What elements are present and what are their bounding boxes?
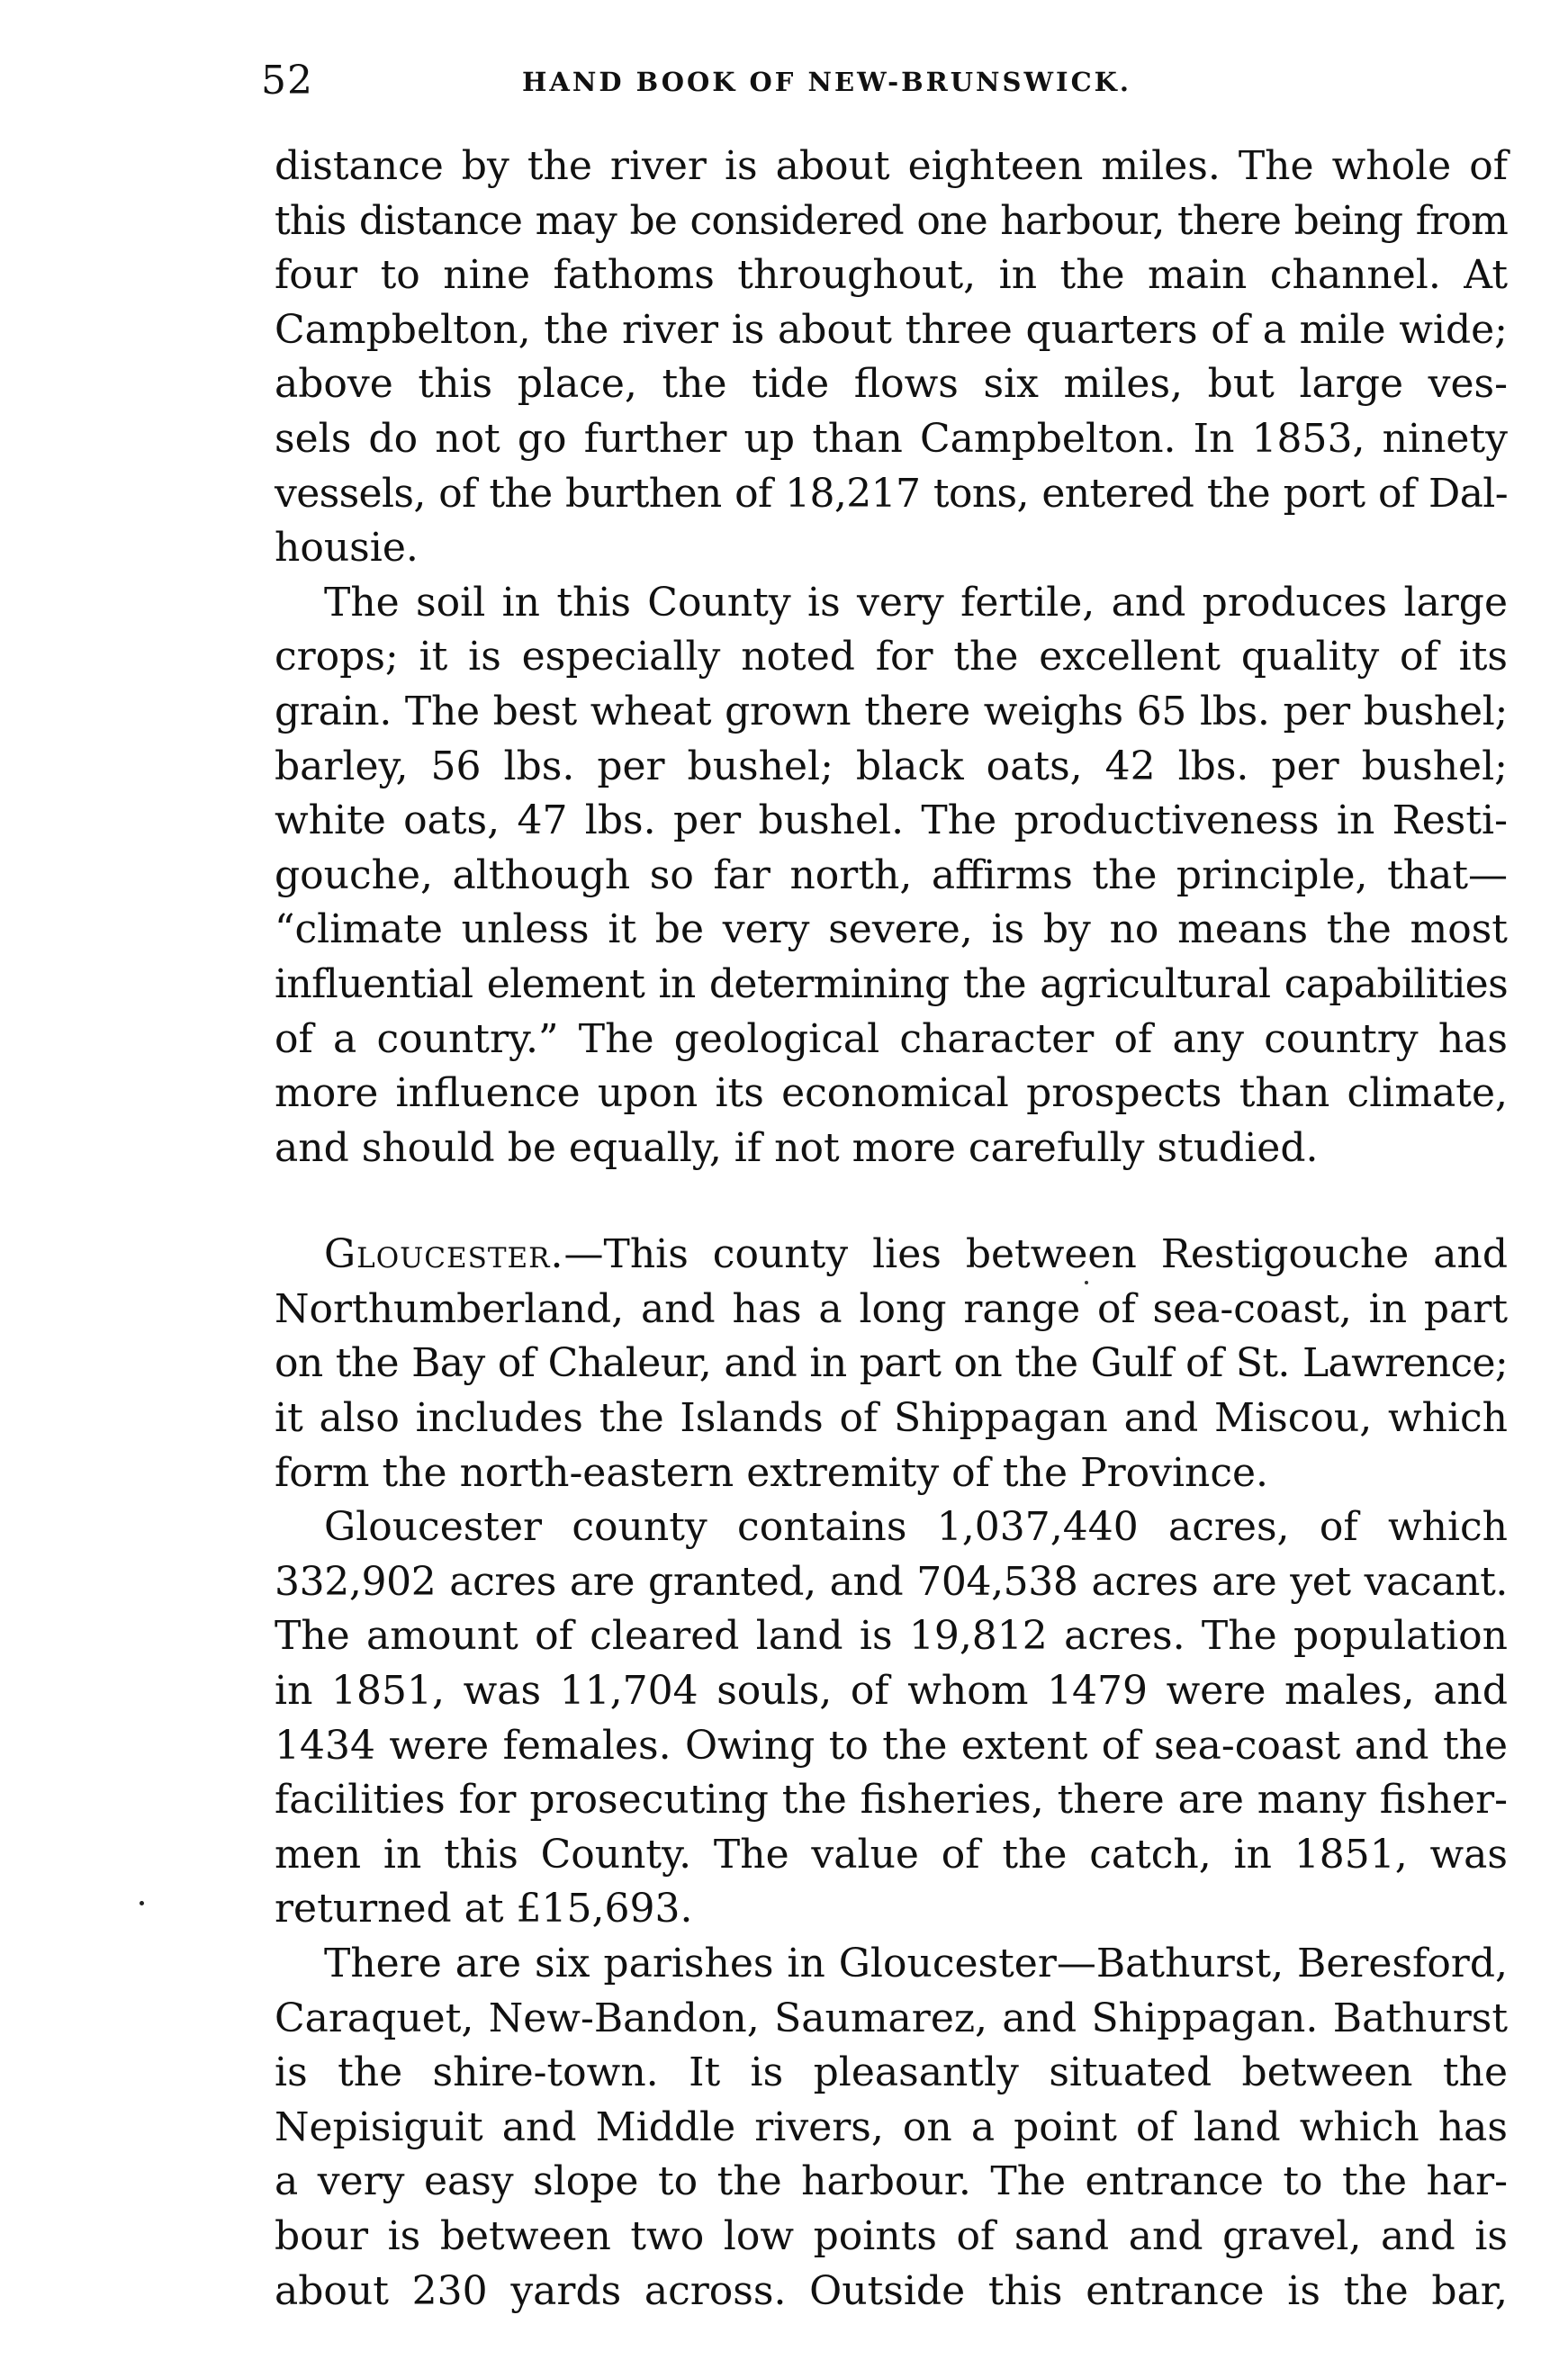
- text-line: gouche, although so far north, affirms the principle, that—: [275, 851, 1508, 898]
- text-line: The soil in this County is very fertile, and produces large: [324, 579, 1508, 626]
- text-line: influential element in determining the agricultural capabilities: [275, 960, 1508, 1007]
- running-head: [261, 54, 1485, 108]
- text-line: Caraquet, New-Bandon, Saumarez, and Shippagan. Bathurst: [275, 1995, 1508, 2041]
- text-line: it also includes the Islands of Shippagan and Miscou, which: [275, 1395, 1508, 1442]
- page-number: 52: [261, 58, 313, 104]
- paragraph-river-distance: [275, 140, 1508, 576]
- text-line: 1434 were females. Owing to the extent of sea-coast and the: [275, 1722, 1508, 1769]
- text-line: housie.: [275, 525, 419, 572]
- running-title: HAND BOOK OF NEW-BRUNSWICK.: [522, 67, 1131, 97]
- text-line: of a country.” The geological character of any country has: [275, 1015, 1508, 1062]
- text-line: vessels, of the burthen of 18,217 tons, entered the port of Dal-: [275, 470, 1508, 517]
- text-line: on the Bay of Chaleur, and in part on the Gulf of St. Lawrence;: [275, 1340, 1508, 1387]
- text-line: crops; it is especially noted for the excellent quality of its: [275, 634, 1508, 680]
- text-line: more influence upon its economical prospects than climate,: [275, 1070, 1508, 1117]
- ink-speck: [140, 1901, 144, 1905]
- text-line: above this place, the tide flows six miles, but large ves-: [275, 361, 1508, 408]
- text-line: Northumberland, and has a long range of sea-coast, in part: [275, 1285, 1508, 1332]
- body-text: [275, 140, 1508, 2319]
- text-line: [275, 1228, 1508, 1283]
- text-line: grain. The best wheat grown there weighs 65 lbs. per bushel;: [275, 688, 1508, 734]
- text-line: about 230 yards across. Outside this entrance is the bar,: [275, 2267, 1508, 2314]
- text-line: four to nine fathoms throughout, in the main channel. At: [275, 252, 1508, 299]
- section-gap: [275, 1175, 1508, 1228]
- text-line: “climate unless it be very severe, is by no means the most: [275, 906, 1508, 953]
- text-line: is the shire-town. It is pleasantly situated between the: [275, 2049, 1508, 2096]
- text-line: The amount of cleared land is 19,812 acres. The population: [275, 1613, 1508, 1660]
- text-line: form the north-eastern extremity of the Province.: [275, 1449, 1269, 1496]
- text-line: this distance may be considered one harbour, there being from: [275, 197, 1508, 244]
- text-line: a very easy slope to the harbour. The entrance to the har-: [275, 2158, 1508, 2205]
- text-line: facilities for prosecuting the fisheries, there are many fisher-: [275, 1777, 1508, 1824]
- text-line: men in this County. The value of the catch, in 1851, was: [275, 1831, 1508, 1878]
- paragraph-gloucester-parishes: [275, 1937, 1508, 2319]
- ink-speck: [1085, 1281, 1088, 1284]
- section-heading-gloucester: Gloucester.: [324, 1231, 564, 1278]
- text-line: barley, 56 lbs. per bushel; black oats, 42 lbs. per bushel;: [275, 743, 1508, 789]
- paragraph-soil: [275, 576, 1508, 1176]
- text-line-continuation: —This county lies between Restigouche and: [563, 1231, 1508, 1278]
- text-line: distance by the river is about eighteen miles. The whole of: [275, 143, 1508, 189]
- text-line: Campbelton, the river is about three quarters of a mile wide;: [275, 306, 1508, 353]
- text-line: in 1851, was 11,704 souls, of whom 1479 were males, and: [275, 1668, 1508, 1715]
- text-line: white oats, 47 lbs. per bushel. The productiveness in Resti-: [275, 797, 1508, 844]
- paragraph-gloucester-acres: [275, 1500, 1508, 1937]
- text-line: Nepisiguit and Middle rivers, on a point of land which has: [275, 2103, 1508, 2150]
- text-line: There are six parishes in Gloucester—Bathurst, Beresford,: [324, 1941, 1508, 1986]
- text-line: returned at £15,693.: [275, 1886, 693, 1932]
- text-line: Gloucester county contains 1,037,440 acres, of which: [324, 1504, 1508, 1551]
- text-line: sels do not go further up than Campbelton. In 1853, ninety: [275, 415, 1508, 462]
- paragraph-gloucester-intro: [275, 1228, 1508, 1500]
- text-line: and should be equally, if not more carefully studied.: [275, 1124, 1319, 1171]
- text-line: 332,902 acres are granted, and 704,538 acres are yet vacant.: [275, 1558, 1508, 1605]
- text-line: bour is between two low points of sand and gravel, and is: [275, 2212, 1508, 2259]
